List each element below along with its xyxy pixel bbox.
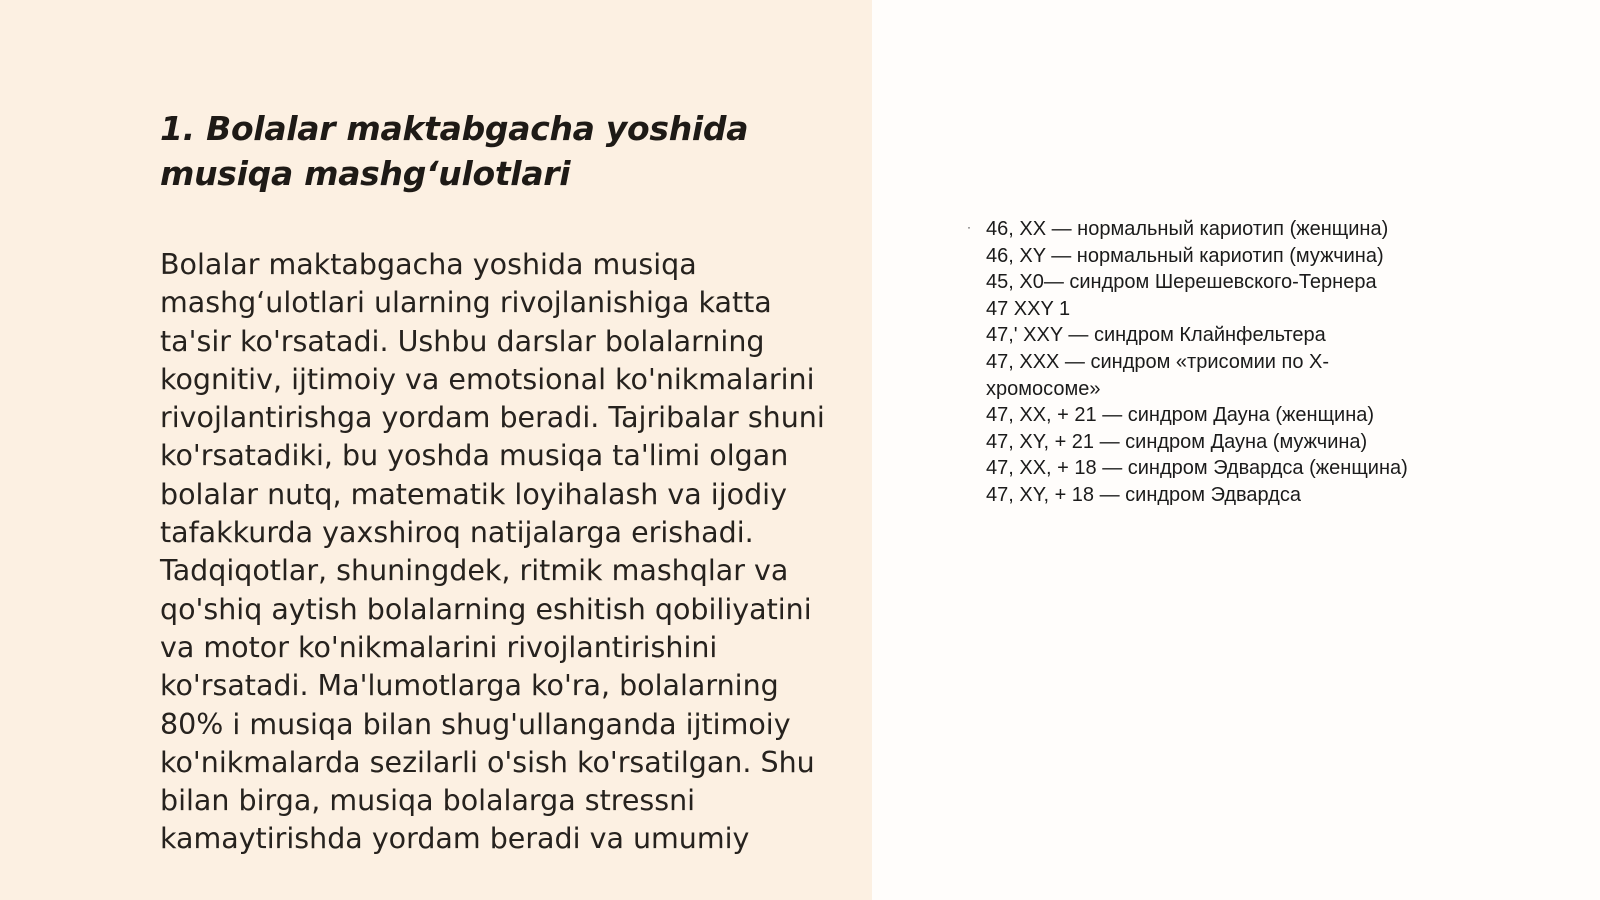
right-image-panel bbox=[872, 0, 1600, 900]
karyotype-item: 47, XX, + 21 — синдром Дауна (женщина) bbox=[986, 404, 1375, 427]
karyotype-item: 47, XY, + 21 — синдром Дауна (мужчина) bbox=[986, 430, 1368, 453]
karyotype-item: 46, XX — нормальный кариотип (женщина) bbox=[986, 218, 1389, 240]
bullet-marker: · bbox=[967, 220, 971, 234]
karyotype-item: 46, XY — нормальный кариотип (мужчина) bbox=[986, 244, 1384, 267]
karyotype-item: 47, XY, + 18 — синдром Эдвардса bbox=[986, 483, 1301, 506]
slide-body-text: Bolalar maktabgacha yoshida musiqa mashg‘ulotlari ularning rivojlanishiga katta ta'sir ko'rsatadi. Ushbu darslar bolalarning kognitiv, ijtimoiy va emotsional ko'nikmalarini rivojlantirishga yordam beradi. Tajribalar shuni ko'rsatadiki, bu yoshda musiqa ta'limi olgan bolalar nutq, matematik loyihalash va ijodiy tafakkurda yaxshiroq natijalarga erishadi. Tadqiqotlar, shuningdek, ritmik mashqlar va qo'shiq aytish bolalarning eshitish qobiliyatini va motor ko'nikmalarini rivojlantirishini ko'rsatadi. Ma'lumotlarga ko'ra, bolalarning 80% i musiqa bilan shug'ullanganda ijtimoiy ko'nikmalarda sezilarli o'sish ko'rsatilgan. Shu bilan birga, musiqa bolalarga stressni kamaytirishda yordam beradi va umumiy bbox=[160, 248, 825, 856]
karyotype-list-image bbox=[967, 216, 1437, 574]
slide-title: 1. Bolalar maktabgacha yoshida musiqa mashg‘ulotlari bbox=[160, 109, 749, 193]
karyotype-list bbox=[986, 216, 1431, 509]
karyotype-item: 47,' XXY — синдром Клайнфельтера bbox=[986, 324, 1326, 347]
karyotype-item: 47 XXY 1 bbox=[986, 297, 1071, 320]
karyotype-item: 47, XXX — синдром «трисомии по Х-хромосоме» bbox=[986, 350, 1330, 400]
karyotype-item: 45, X0— синдром Шерешевского-Тернера bbox=[986, 271, 1377, 294]
karyotype-item: 47, XX, + 18 — синдром Эдвардса (женщина) bbox=[986, 457, 1408, 480]
